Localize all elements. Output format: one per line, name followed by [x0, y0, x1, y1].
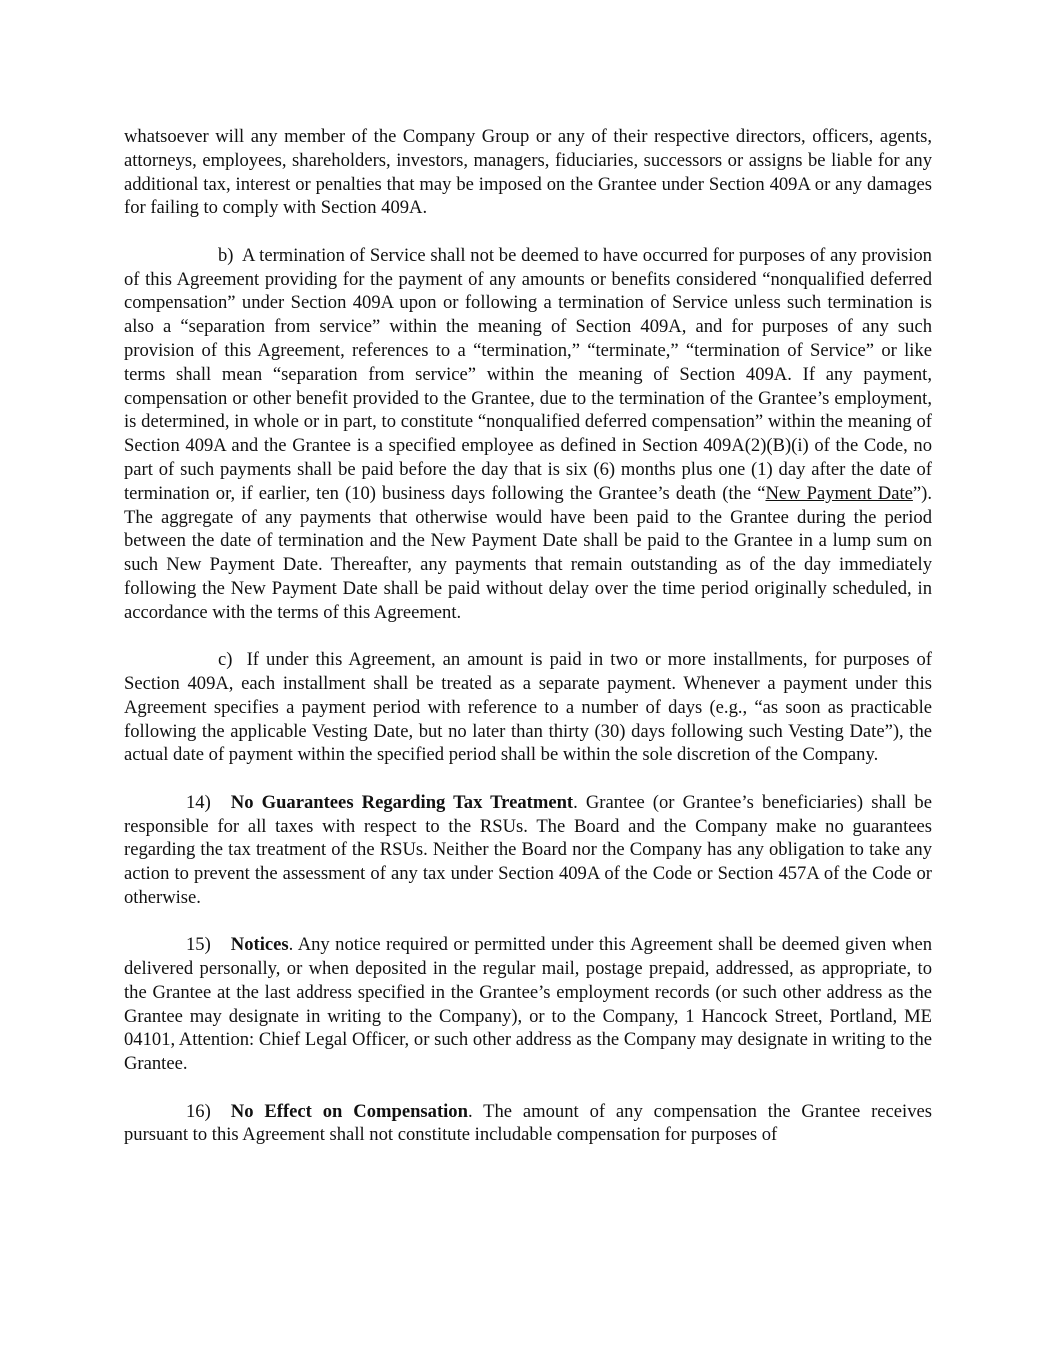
section-16 [124, 1100, 932, 1148]
paragraph-b-text-before: A termination of Service shall not be deemed to have occurred for purposes of any provision of this Agreement providing for the payment of any amounts or benefits considered “nonqualified deferred compensation” under Section 409A upon or following a termination of Service unless such termination is also a “separation from service” within the meaning of Section 409A, and for purposes of any such provision of this Agreement, references to a “termination,” “terminate,” “termination of Service” or like terms shall mean “separation from service” within the meaning of Section 409A. If any payment, compensation or other benefit provided to the Grantee, due to the termination of the Grantee’s employment, is determined, in whole or in part, to constitute “nonqualified deferred compensation” within the meaning of Section 409A and the Grantee is a specified employee as defined in Section 409A(2)(B)(i) of the Code, no part of such payments shall be paid before the day that is six (6) months plus one (1) day after the date of termination or, if earlier, ten (10) business days following the Grantee’s death (the “ [124, 244, 932, 504]
section-16-number: 16) [186, 1100, 211, 1122]
paragraph-b [124, 244, 932, 625]
continuation-paragraph: whatsoever will any member of the Company Group or any of their respective directors, officers, agents, attorneys, employees, shareholders, investors, managers, fiduciaries, successors or assigns be liable for any additional tax, interest or penalties that may be imposed on the Grantee under Section 409A or any damages for failing to comply with Section 409A. [124, 126, 932, 219]
document-page [124, 125, 932, 1171]
section-14-text: . Grantee (or Grantee’s beneficiaries) shall be responsible for all taxes with respect to the RSUs. The Board and the Company make no guarantees regarding the tax treatment of the RSUs. Neither the Board nor the Company has any obligation to take any action to prevent the assessment of any tax under Section 409A of the Code or Section 457A of the Code or otherwise. [124, 791, 932, 908]
section-15-heading: Notices [230, 934, 289, 956]
paragraph-b-text-after: ”). The aggregate of any payments that otherwise would have been paid to the Grantee during the period between the date of termination and the New Payment Date shall be paid to the Grantee in a lump sum on such New Payment Date. Thereafter, any payments that remain outstanding as of the day immediately following the New Payment Date shall be paid without delay over the time period originally scheduled, in accordance with the terms of this Agreement. [124, 482, 932, 623]
section-16-text: . The amount of any compensation the Grantee receives pursuant to this Agreement shall not constitute includable compensation for purposes of [124, 1100, 933, 1146]
paragraph-c-text: If under this Agreement, an amount is paid in two or more installments, for purposes of Section 409A, each installment shall be treated as a separate payment. Whenever a payment under this Agreement specifies a payment period with reference to a number of days (e.g., “as soon as practicable following the applicable Vesting Date, but no later than thirty (30) days following such Vesting Date”), the actual date of payment within the specified period shall be within the sole discretion of the Company. [124, 649, 932, 766]
section-14-heading: No Guarantees Regarding Tax Treatment [230, 791, 574, 813]
section-14 [124, 791, 932, 910]
section-15-number: 15) [186, 934, 211, 956]
section-15-text: . Any notice required or permitted under this Agreement shall be deemed given when delivered personally, or when deposited in the regular mail, postage prepaid, addressed, as appropriate, to the Grantee at the last address specified in the Grantee’s employment records (or such other address as the Grantee may designate in writing to the Company), or to the Company, 1 Hancock Street, Portland, ME 04101, Attention: Chief Legal Officer, or such other address as the Company may designate in writing to the Grantee. [124, 934, 932, 1075]
section-16-heading: No Effect on Compensation [230, 1100, 468, 1122]
paragraph-c [124, 648, 932, 767]
section-15 [124, 933, 932, 1076]
section-14-number: 14) [186, 791, 211, 813]
paragraph-c-marker: c) [218, 649, 233, 671]
defined-term-new-payment-date: New Payment Date [765, 482, 913, 504]
paragraph-b-marker: b) [218, 244, 234, 266]
